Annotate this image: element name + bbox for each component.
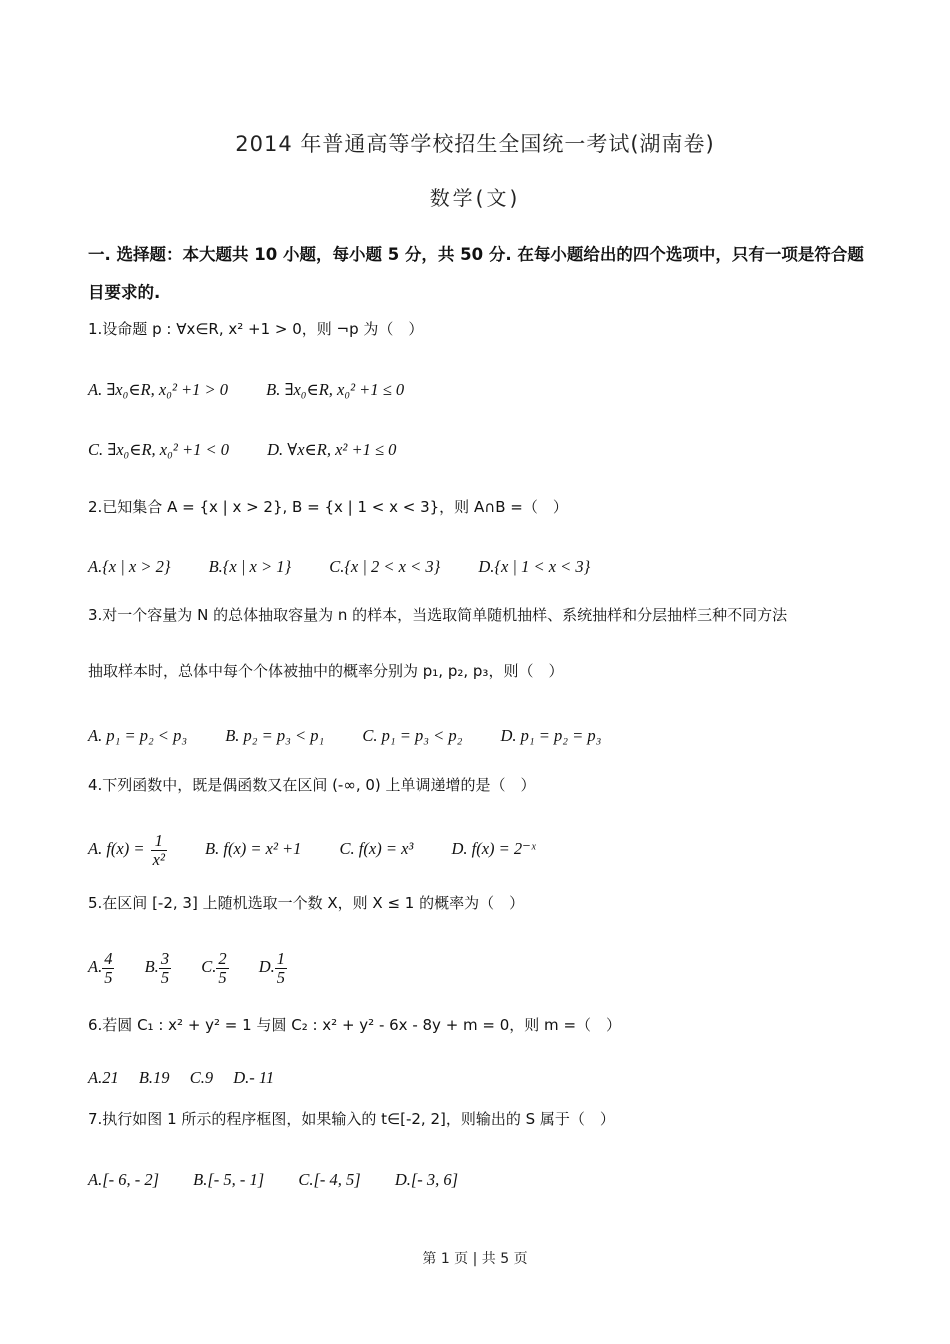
option-fraction [216, 950, 228, 987]
question-3-option-c: C. p₁ = p₃ < p₂ [362, 726, 463, 745]
question-4-option-c: C. f(x) = x³ [339, 839, 414, 859]
question-1-option-d: D. ∀x∈R, x² +1 ≤ 0 [267, 440, 397, 459]
question-2-option-d: D.{x | 1 < x < 3} [478, 557, 591, 576]
fraction-denominator: x² [152, 850, 165, 869]
section-heading: 一. 选择题：本大题共 10 小题，每小题 5 分，共 50 分. 在每小题给出的四个选项中，只有一项是符合题目要求的. [88, 245, 864, 302]
question-1-options [88, 380, 438, 400]
question-6-options [88, 1068, 308, 1088]
question-4-stem: 4.下列函数中，既是偶函数又在区间 (-∞, 0) 上单调递增的是（ ） [88, 776, 536, 794]
fraction-numerator: 1 [151, 832, 167, 851]
page-footer: 第 1 页 | 共 5 页 [422, 1251, 528, 1267]
question-4-option-a-fraction [151, 832, 167, 869]
option-letter: C. [201, 957, 217, 977]
question-3-stem-line1: 3.对一个容量为 N 的总体抽取容量为 n 的样本，当选取简单随机抽样、系统抽样和分层抽样三种不同方法 [88, 606, 788, 624]
option-letter: D. [258, 957, 275, 977]
question-7-options [88, 1170, 492, 1190]
question-4-option-b: B. f(x) = x² +1 [205, 839, 302, 859]
question-7-option-c: C.[- 4, 5] [298, 1170, 361, 1189]
question-1-option-a: A. ∃x₀∈R, x₀² +1 > 0 [88, 380, 229, 399]
question-4-options [88, 832, 570, 869]
fraction-denominator: 5 [160, 968, 170, 987]
exam-subtitle: 数学(文) [429, 186, 521, 210]
question-6-option-b: B.19 [138, 1068, 170, 1087]
option-fraction [102, 950, 114, 987]
fraction-numerator: 4 [104, 949, 113, 968]
question-1-stem: 1.设命题 p : ∀x∈R, x² +1 > 0，则 ¬p 为（ ） [88, 320, 424, 338]
question-2-stem: 2.已知集合 A = {x | x > 2}, B = {x | 1 < x < 3}，则 A∩B =（ ） [88, 498, 568, 516]
question-7-option-d: D.[- 3, 6] [394, 1170, 459, 1189]
question-3-option-d: D. p₁ = p₂ = p₃ [500, 726, 602, 745]
question-7-option-a: A.[- 6, - 2] [88, 1170, 160, 1189]
fraction-numerator: 2 [218, 949, 227, 968]
question-4-option-a [88, 831, 171, 869]
question-6-option-c: C.9 [189, 1068, 214, 1087]
question-7-option-b: B.[- 5, - 1] [193, 1170, 265, 1189]
question-5-option-a [88, 949, 119, 987]
question-2-options [88, 557, 624, 577]
question-6-stem: 6.若圆 C₁ : x² + y² = 1 与圆 C₂ : x² + y² - 6x - 8y + m = 0，则 m =（ ） [88, 1016, 622, 1034]
question-6-option-a: A.21 [88, 1068, 119, 1087]
question-5-options [88, 950, 287, 987]
question-1-option-c: C. ∃x₀∈R, x₀² +1 < 0 [88, 440, 229, 459]
option-fraction [159, 950, 171, 987]
option-letter: B. [144, 957, 159, 977]
fraction-numerator: 1 [276, 949, 285, 968]
fraction-denominator: 5 [218, 968, 227, 987]
question-2-option-a: A.{x | x > 2} [88, 557, 171, 576]
question-1-options-row2 [88, 440, 430, 460]
question-4-option-a-prefix: A. f(x) = [88, 839, 145, 859]
question-2-option-c: C.{x | 2 < x < 3} [329, 557, 441, 576]
fraction-numerator: 3 [160, 949, 170, 968]
question-6-option-d: D.- 11 [233, 1068, 275, 1087]
question-4-option-d: D. f(x) = 2⁻ˣ [451, 839, 536, 859]
question-7-stem: 7.执行如图 1 所示的程序框图，如果输入的 t∈[-2, 2]，则输出的 S 属于（ ） [88, 1110, 615, 1128]
question-3-options [88, 726, 635, 746]
question-3-option-b: B. p₂ = p₃ < p₁ [225, 726, 325, 745]
question-5-option-b [144, 949, 176, 987]
question-1-option-b: B. ∃x₀∈R, x₀² +1 ≤ 0 [266, 380, 405, 399]
fraction-denominator: 5 [276, 968, 285, 987]
question-5-option-d [258, 949, 287, 987]
question-5-stem: 5.在区间 [-2, 3] 上随机选取一个数 X，则 X ≤ 1 的概率为（ ） [88, 894, 525, 912]
option-fraction [275, 950, 287, 987]
option-letter: A. [88, 957, 103, 977]
question-2-option-b: B.{x | x > 1} [208, 557, 292, 576]
question-5-option-c [201, 949, 233, 987]
exam-title: 2014 年普通高等学校招生全国统一考试(湖南卷) [235, 132, 715, 156]
question-3-option-a: A. p₁ = p₂ < p₃ [88, 726, 188, 745]
fraction-denominator: 5 [104, 968, 113, 987]
question-3-stem-line2: 抽取样本时，总体中每个个体被抽中的概率分别为 p₁, p₂, p₃，则（ ） [88, 662, 564, 680]
